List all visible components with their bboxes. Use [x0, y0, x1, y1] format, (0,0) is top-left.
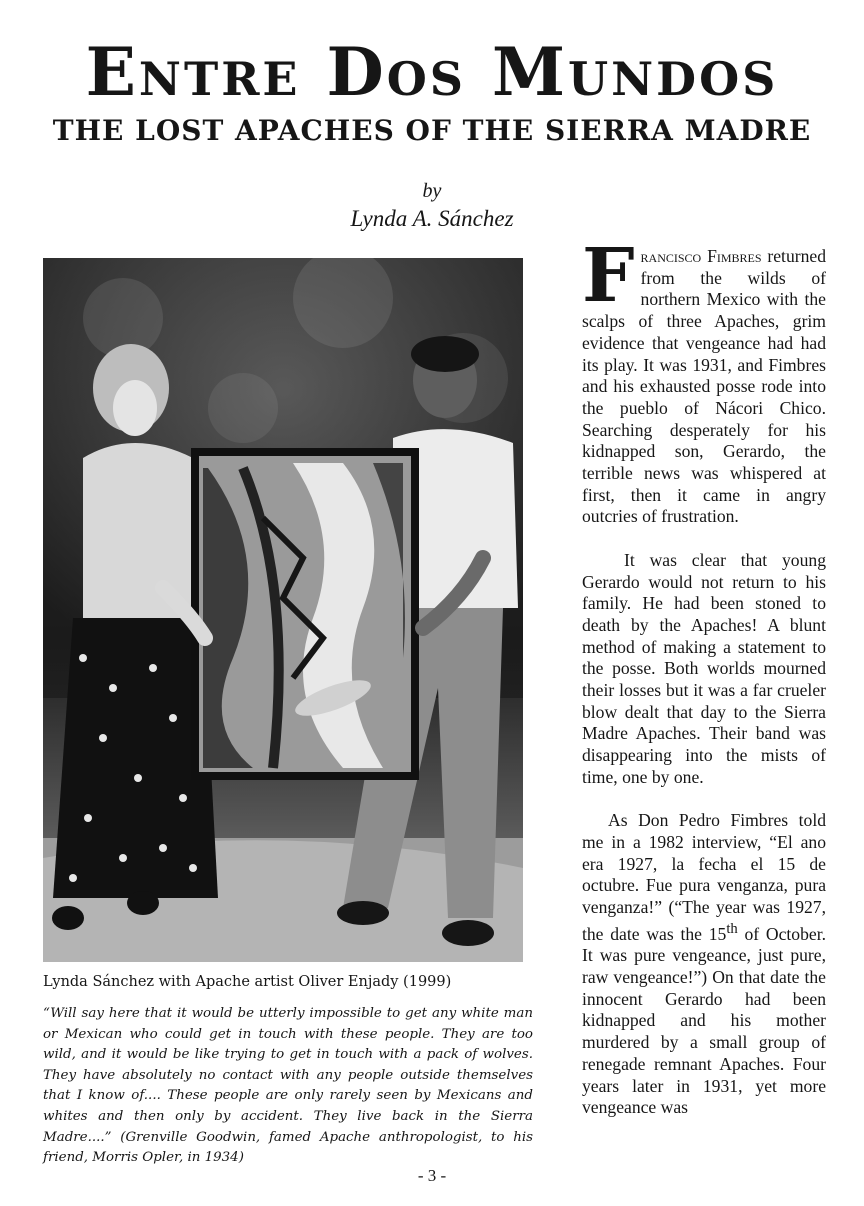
photo-caption: Lynda Sánchez with Apache artist Oliver Enjady (1999): [43, 974, 452, 990]
paragraph-3-text-b: of October. It was pure vengeance, just pure, raw vengeance!”) On that date the innocent Gerardo had been kidnapped and his mother murdered by a small group of renegade remnant Apaches. Four years later in 1931, yet more vengeance was: [582, 923, 826, 1118]
byline-author: Lynda A. Sánchez: [350, 206, 514, 231]
paragraph-1-text: returned from the wilds of northern Mexico with the scalps of three Apaches, grim evidence that vengeance had had its play. It was 1931, and Fimbres and his exhausted posse rode into the pueblo of Nácori Chico. Searching desperately for his kidnapped son, Gerardo, the terrible news was whispered at first, then it came in angry outcries of frustration.: [582, 246, 827, 527]
paragraph-1: [582, 233, 827, 528]
lead-smallcaps: rancisco Fimbres: [640, 246, 762, 266]
goodwin-quote: “Will say here that it would be utterly impossible to get any white man or Mexican who could get in touch with these people. They are too wild, and it would be like trying to get in touch with a pack of wolves. They have absolutely no contact with any people outside themselves that I know of.... These people are only rarely seen by Mexicans and whites and then only by accident. They live back in the Sierra Madre....” (Grenville Goodwin, famed Apache anthropologist, to his friend, Morris Opler, in 1934): [43, 1006, 533, 1166]
byline-by-text: by: [422, 180, 442, 202]
article-column: [582, 233, 827, 1119]
page-number: - 3 -: [417, 1166, 447, 1185]
photo-illustration: [43, 258, 523, 962]
drop-cap: F: [582, 233, 635, 319]
paragraph-3-superscript: th: [726, 920, 738, 937]
byline-by: [0, 180, 864, 203]
article-subtitle: THE LOST APACHES OF THE SIERRA MADRE: [52, 114, 812, 147]
paragraph-3: [582, 810, 826, 1119]
article-title: Entre Dos Mundos: [85, 33, 779, 111]
paragraph-3-text-a: As Don Pedro Fimbres told me in a 1982 interview, “El ano era 1927, la fecha el 15 de octubre. Fue pura venganza, pura venganza!” (“The year was 1927, the date was the 15: [582, 810, 826, 944]
photo: [43, 258, 523, 962]
paragraph-2: It was clear that young Gerardo would not return to his family. He had been stoned to death by the Apaches! A blunt method of making a statement to the posse. Both worlds mourned their losses but it was a far crueler blow dealt that day to the Sierra Madre Apaches. Their band was disappearing into the mists of time, one by one.: [582, 549, 826, 787]
